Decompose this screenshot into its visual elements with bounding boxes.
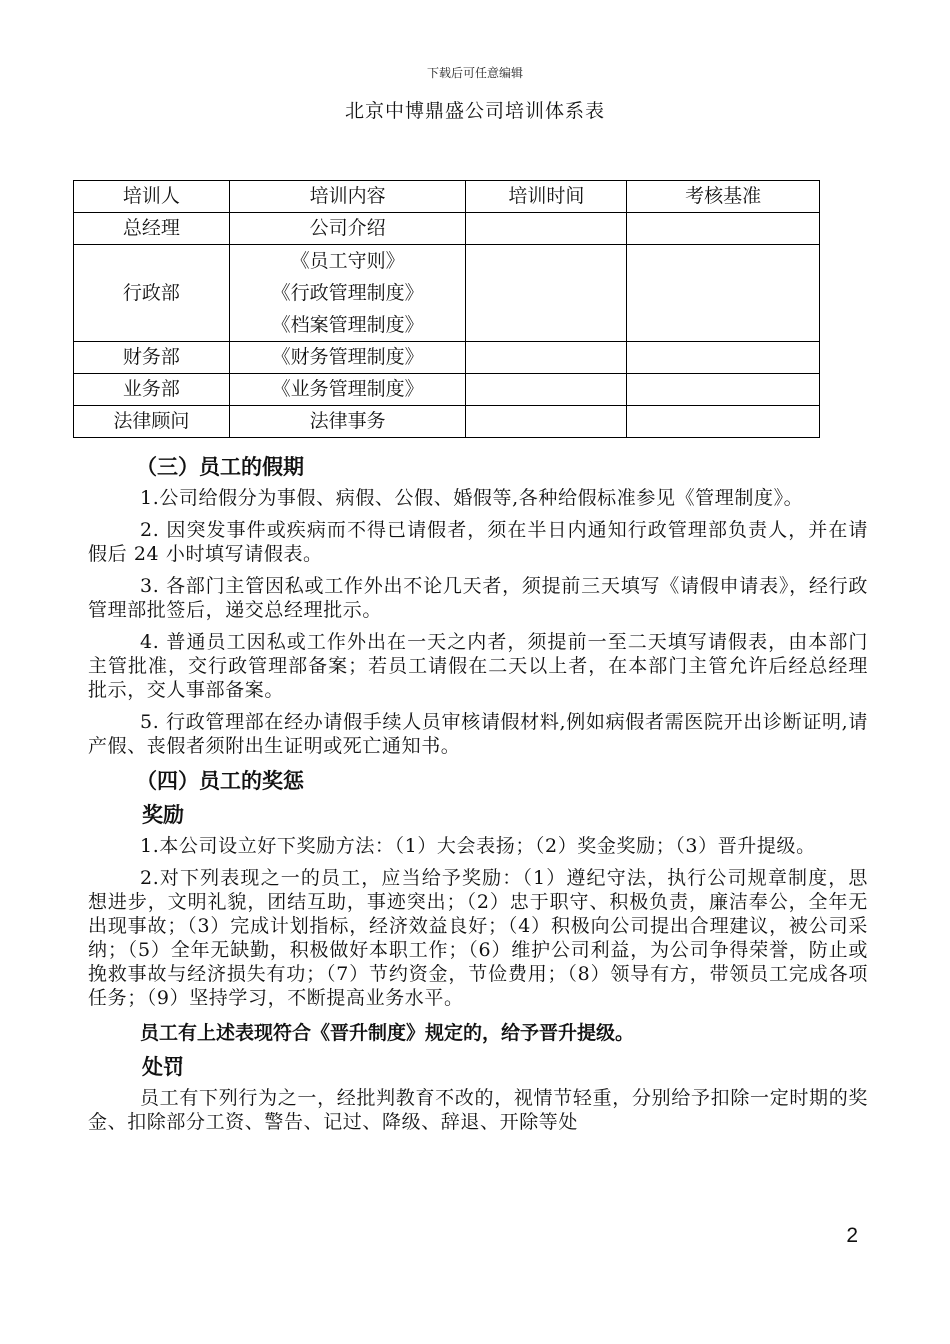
cell-trainer: 业务部 (74, 374, 230, 406)
cell-content: 公司介绍 (229, 213, 466, 245)
page-number: 2 (846, 1224, 858, 1247)
cell-time (466, 374, 627, 406)
cell-content (229, 245, 466, 342)
cell-content: 法律事务 (229, 406, 466, 438)
header-note: 下载后可任意编辑 (426, 66, 523, 80)
cell-trainer: 行政部 (74, 245, 230, 342)
leave-item: 5. 行政管理部在经办请假手续人员审核请假材料,例如病假者需医院开出诊断证明,请产假、丧假者须附出生证明或死亡通知书。 (88, 711, 868, 757)
section-heading-rewards: （四）员工的奖惩 (136, 769, 304, 793)
cell-criteria (627, 213, 820, 245)
cell-trainer: 财务部 (74, 342, 230, 374)
training-table (73, 180, 820, 438)
table-row (74, 406, 820, 438)
cell-criteria (627, 374, 820, 406)
reward-item: 1.本公司设立好下奖励方法：（1）大会表扬；（2）奖金奖励；（3）晋升提级。 (140, 835, 816, 857)
cell-time (466, 245, 627, 342)
content-line: 《行政管理制度》 (271, 282, 424, 304)
cell-criteria (627, 245, 820, 342)
section-heading-leave: （三）员工的假期 (136, 455, 304, 479)
cell-content: 《业务管理制度》 (229, 374, 466, 406)
cell-trainer: 总经理 (74, 213, 230, 245)
cell-criteria (627, 406, 820, 438)
cell-content: 《财务管理制度》 (229, 342, 466, 374)
subheading-penalty: 处罚 (142, 1055, 184, 1079)
leave-item: 1.公司给假分为事假、病假、公假、婚假等,各种给假标准参见《管理制度》。 (140, 487, 804, 509)
subheading-reward: 奖励 (142, 803, 184, 827)
reward-item: 2.对下列表现之一的员工，应当给予奖励：（1）遵纪守法，执行公司规章制度，思想进步，文明礼貌，团结互助，事迹突出；（2）忠于职守、积极负责，廉洁奉公，全年无出现事故；（3）完成计划指标，经济效益良好；（4）积极向公司提出合理建议，被公司采纳；（5）全年无缺勤，积极做好本职工作；（6）维护公司利益，为公司争得荣誉，防止或挽救事故与经济损失有功；（7）节约资金，节俭费用；（8）领导有方，带领员工完成各项任务；（9）坚持学习，不断提高业务水平。 (88, 867, 868, 1009)
cell-criteria (627, 342, 820, 374)
reward-bold-statement: 员工有上述表现符合《晋升制度》规定的，给予晋升提级。 (140, 1022, 635, 1044)
header-trainer: 培训人 (74, 181, 230, 213)
leave-item: 3. 各部门主管因私或工作外出不论几天者，须提前三天填写《请假申请表》，经行政管理部批签后，递交总经理批示。 (88, 575, 868, 621)
header-content: 培训内容 (229, 181, 466, 213)
cell-time (466, 342, 627, 374)
table-row (74, 374, 820, 406)
cell-time (466, 213, 627, 245)
leave-item: 4. 普通员工因私或工作外出在一天之内者，须提前一至二天填写请假表，由本部门主管批准，交行政管理部备案；若员工请假在二天以上者，在本部门主管允许后经总经理批示，交人事部备案。 (88, 631, 868, 701)
penalty-text: 员工有下列行为之一，经批判教育不改的，视情节轻重，分别给予扣除一定时期的奖金、扣除部分工资、警告、记过、降级、辞退、开除等处 (88, 1087, 868, 1133)
header-time: 培训时间 (466, 181, 627, 213)
body-content (88, 450, 868, 1142)
content-line: 《员工守则》 (290, 250, 405, 272)
table-row (74, 245, 820, 342)
cell-time (466, 406, 627, 438)
leave-item: 2. 因突发事件或疾病而不得已请假者，须在半日内通知行政管理部负责人，并在请假后 24 小时填写请假表。 (88, 519, 868, 565)
table-row (74, 213, 820, 245)
table-row (74, 342, 820, 374)
content-line: 《档案管理制度》 (271, 314, 424, 336)
header-criteria: 考核基准 (627, 181, 820, 213)
table-header-row (74, 181, 820, 213)
document-title: 北京中博鼎盛公司培训体系表 (344, 100, 605, 122)
cell-trainer: 法律顾问 (74, 406, 230, 438)
